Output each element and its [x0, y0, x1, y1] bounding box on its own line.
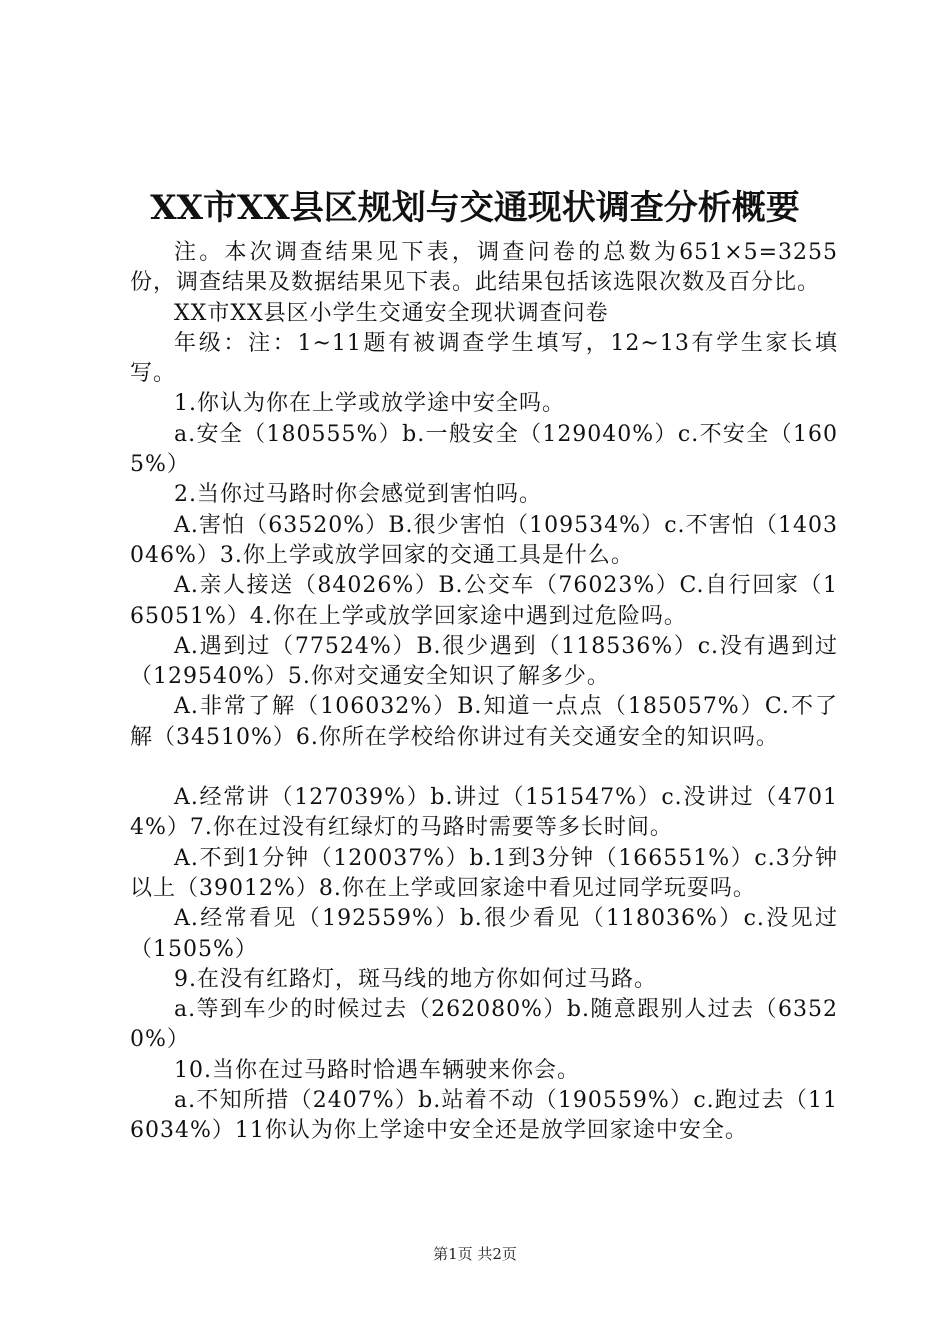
document-body	[130, 238, 838, 1147]
answers-6-question-7: A.经常讲（127039%）b.讲过（151547%）c.没讲过（47014%）7.你在过没有红绿灯的马路时需要等多长时间。	[130, 785, 838, 841]
answers-10-question-11: a.不知所措（2407%）b.站着不动（190559%）c.跑过去（116034%）11你认为你上学途中安全还是放学回家途中安全。	[130, 1088, 838, 1144]
answers-9: a.等到车少的时候过去（262080%）b.随意跟别人过去（63520%）	[130, 997, 838, 1053]
question-9: 9.在没有红路灯，斑马线的地方你如何过马路。	[174, 966, 657, 992]
answers-8: A.经常看见（192559%）b.很少看见（118036%）c.没见过（1505%）	[130, 906, 838, 962]
question-1: 1.你认为你在上学或放学途中安全吗。	[174, 391, 565, 417]
paragraph-intro-note: 注。本次调查结果见下表，调查问卷的总数为651×5=3255份，调查结果及数据结果见下表。此结果包括该选限次数及百分比。	[130, 240, 838, 296]
question-10: 10.当你在过马路时恰遇车辆驶来你会。	[174, 1057, 580, 1083]
paragraph-grade-note: 年级：注：1~11题有被调查学生填写，12~13有学生家长填写。	[130, 330, 838, 387]
page-number-footer: 第1页 共2页	[433, 1245, 517, 1263]
document-title: XX市XX县区规划与交通现状调查分析概要	[150, 188, 800, 228]
answers-1: a.安全（180555%）b.一般安全（129040%）c.不安全（1605%）	[130, 421, 838, 478]
answers-4-question-5: A.遇到过（77524%）B.很少遇到（118536%）c.没有遇到过（129540%）5.你对交通安全知识了解多少。	[130, 633, 838, 690]
answers-3-question-4: A.亲人接送（84026%）B.公交车（76023%）C.自行回家（165051%）4.你在上学或放学回家途中遇到过危险吗。	[130, 573, 838, 629]
answers-7-question-8: A.不到1分钟（120037%）b.1到3分钟（166551%）c.3分钟以上（39012%）8.你在上学或回家途中看见过同学玩耍吗。	[130, 845, 838, 901]
answers-5-question-6: A.非常了解（106032%）B.知道一点点（185057%）C.不了解（34510%）6.你所在学校给你讲过有关交通安全的知识吗。	[130, 694, 838, 750]
answers-2-question-3: A.害怕（63520%）B.很少害怕（109534%）c.不害怕（1403046%）3.你上学或放学回家的交通工具是什么。	[130, 512, 838, 568]
paragraph-questionnaire-title: XX市XX县区小学生交通安全现状调查问卷	[174, 300, 609, 326]
question-2: 2.当你过马路时你会感觉到害怕吗。	[174, 482, 542, 508]
